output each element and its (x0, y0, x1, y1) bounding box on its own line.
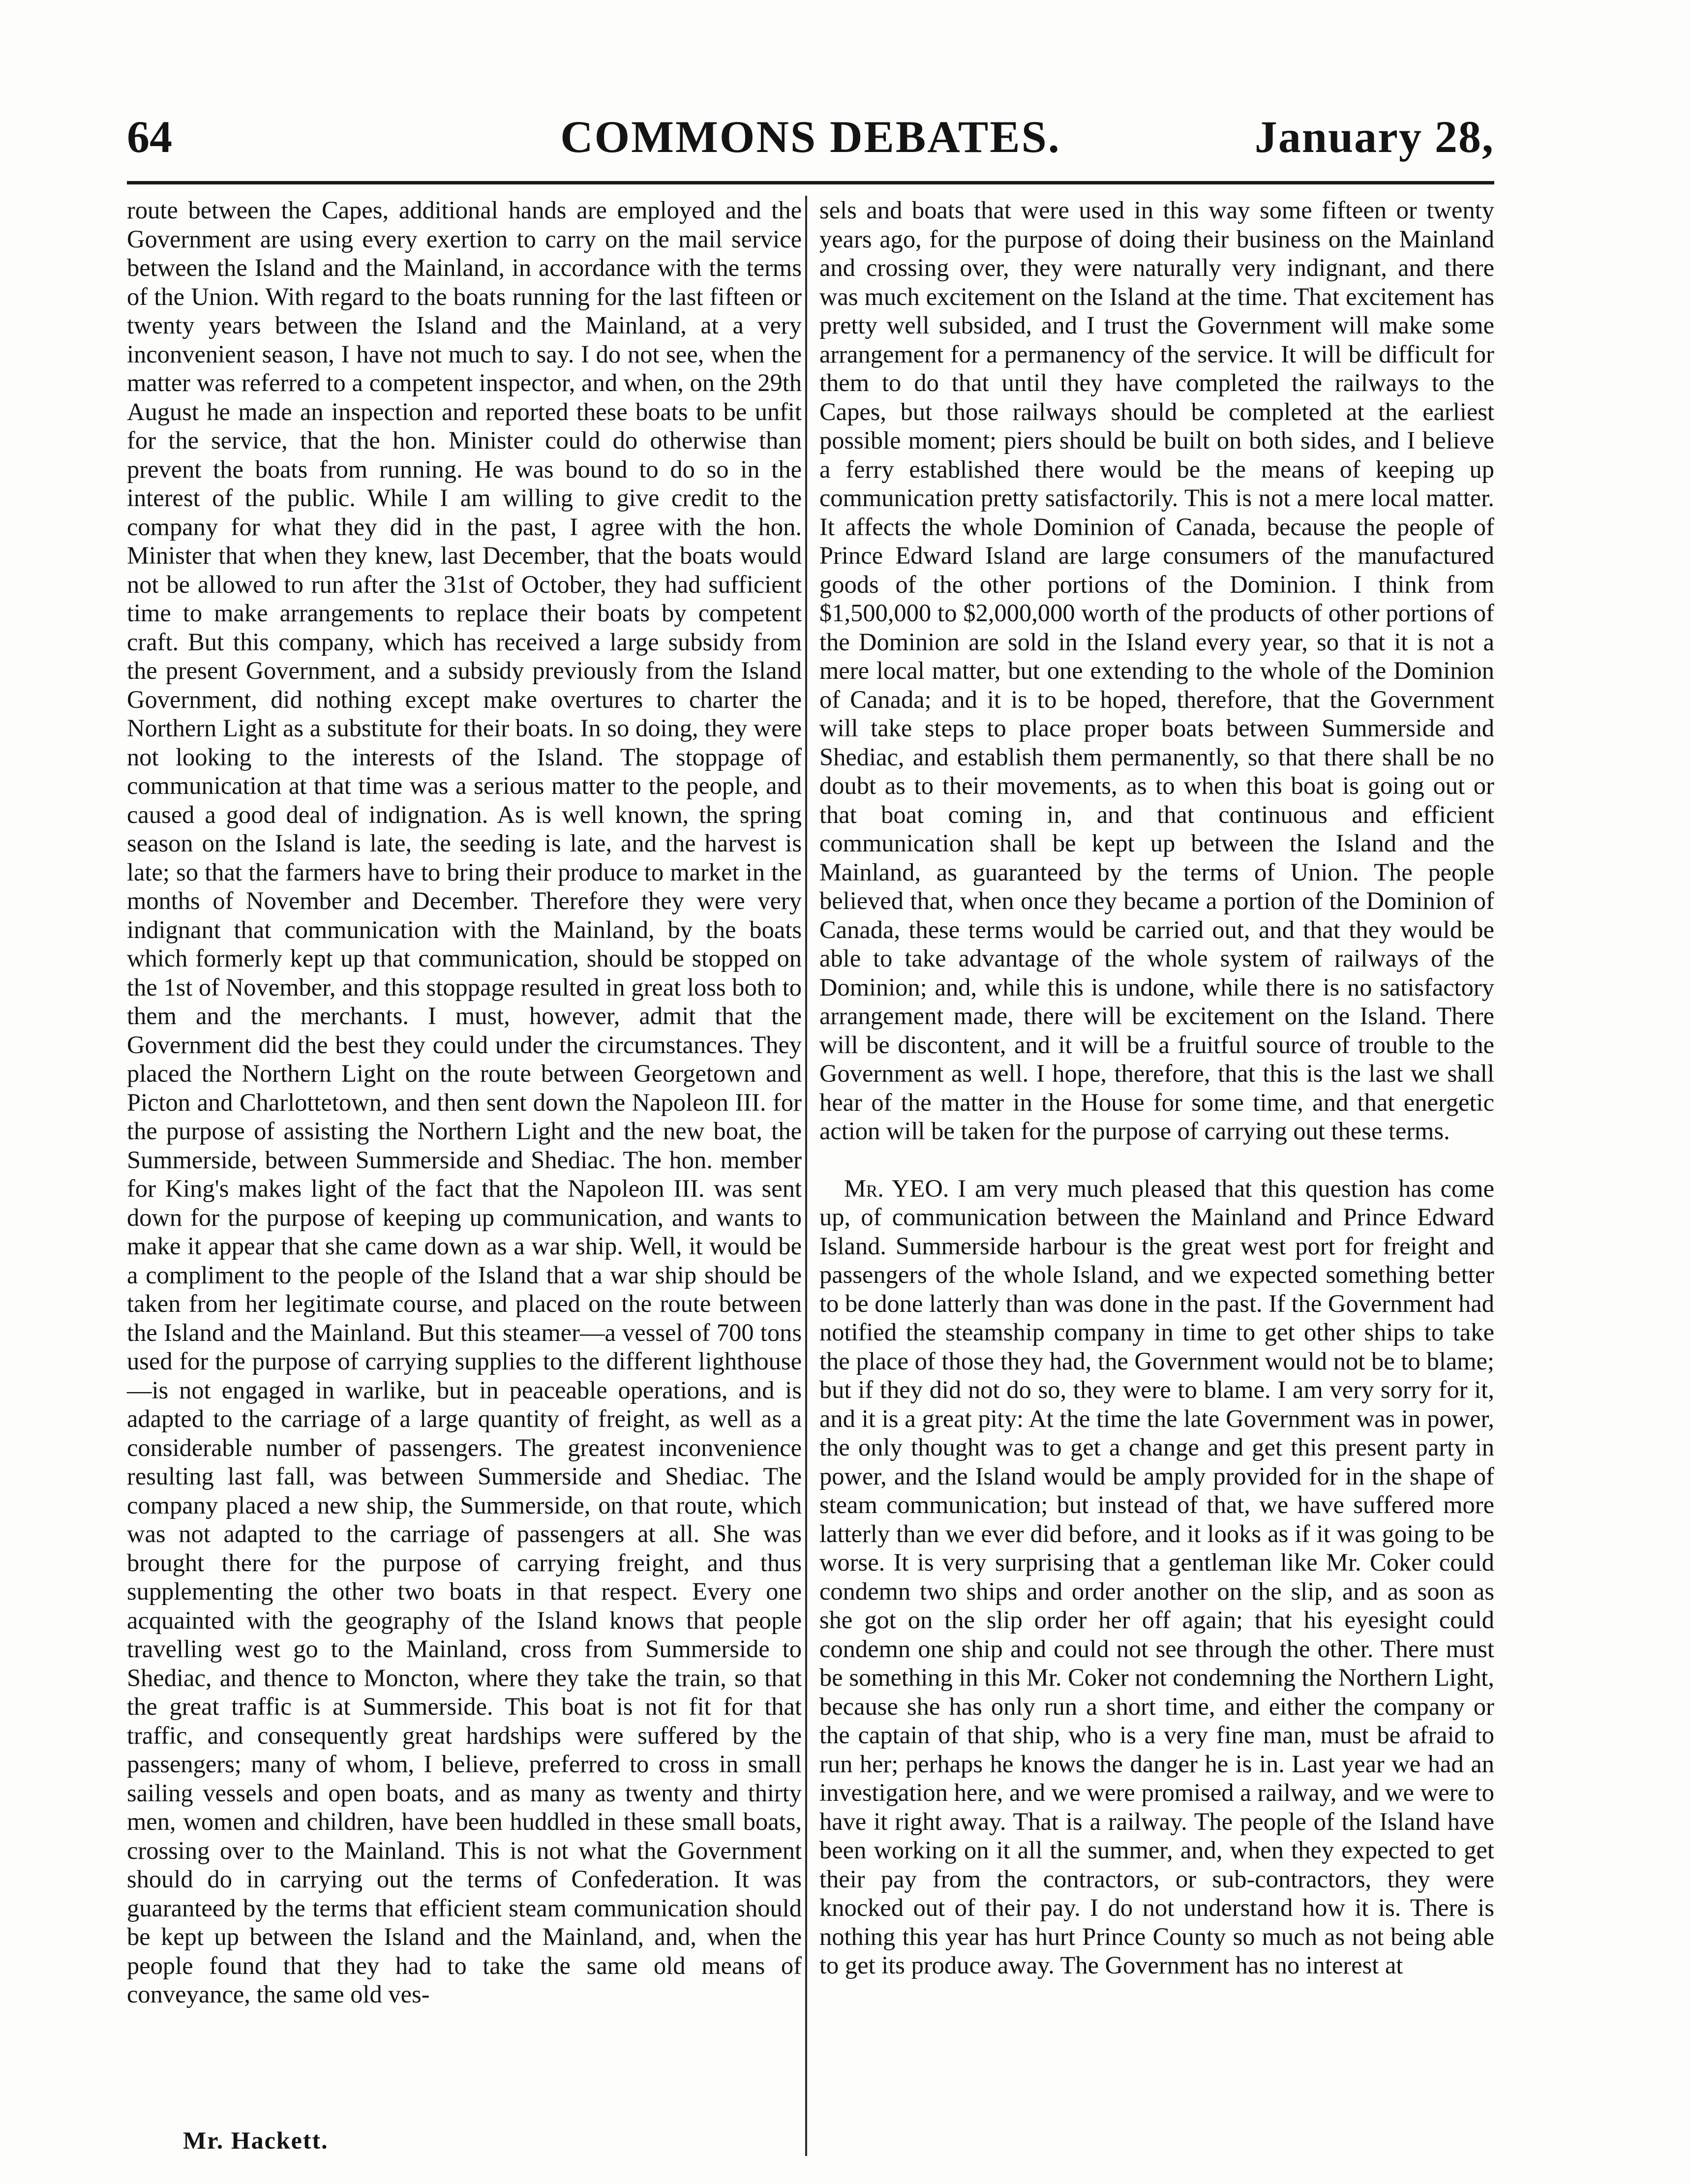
footer-speaker: Mr. Hackett. (183, 2126, 329, 2154)
page-date: January 28, (1254, 112, 1494, 162)
speech-text: I am very much pleased that this question has come up, of communication between the Mainland and Prince Edward Island. Summerside harbour is the great west port for freight and passengers of the whole Island, and we expected something better to be done latterly than was done in the past. If the Government had notified the steamship company in time to get other ships to take the place of those they had, the Government would not be to blame; but if they did not do so, they were to blame. I am very sorry for it, and it is a great pity: At the time the late Government was in power, the only thought was to get a change and get this present party in power, and the Island would be amply provided for in the shape of steam communication; but instead of that, we have suffered more latterly than we ever did before, and it looks as if it was going to be worse. It is very surprising that a gentleman like Mr. Coker could condemn two ships and order another on the slip, and as soon as she got on the slip order her off again; that his eyesight could condemn one ship and could not see through the other. There must be something in this Mr. Coker not condemning the Northern Light, because she has only run a short time, and either the company or the captain of that ship, who is a very fine man, must be afraid to run her; perhaps he knows the danger he is in. Last year we had an investigation here, and we were promised a railway, and we were to have it right away. That is a railway. The people of the Island have been working on it all the summer, and, when they expected to get their pay from the contractors, or sub-contractors, they were knocked out of their pay. I do not understand how it is. There is nothing this year has hurt Prince County so much as not being able to get its produce away. The Government has no interest at (819, 1174, 1495, 1979)
right-paragraph-2 (819, 1174, 1494, 1980)
left-column-text: route between the Capes, additional hands are employed and the Government are using every exertion to carry on the mail service between the Island and the Mainland, in accordance with the terms of the Union. With regard to the boats running for the last fifteen or twenty years between the Island and the Mainland, at a very inconvenient season, I have not much to say. I do not see, when the matter was referred to a competent inspector, and when, on the 29th August he made an inspection and reported these boats to be unfit for the service, that the hon. Minister could do otherwise than prevent the boats from running. He was bound to do so in the interest of the public. While I am willing to give credit to the company for what they did in the past, I agree with the hon. Minister that when they knew, last December, that the boats would not be allowed to run after the 31st of October, they had sufficient time to make arrangements to replace their boats by competent craft. But this company, which has received a large subsidy from the present Government, and a subsidy previously from the Island Government, did nothing except make overtures to charter the Northern Light as a substitute for their boats. In so doing, they were not looking to the interests of the Island. The stoppage of communication at that time was a serious matter to the people, and caused a good deal of indignation. As is well known, the spring season on the Island is late, the seeding is late, and the harvest is late; so that the farmers have to bring their produce to market in the months of November and December. Therefore they were very indignant that communication with the Mainland, by the boats which formerly kept up that communication, should be stopped on the 1st of November, and this stoppage resulted in great loss both to them and the merchants. I must, however, admit that the Government did the best they could under the circumstances. They placed the Northern Light on the route between Georgetown and Picton and Charlottetown, and then sent down the Napoleon III. for the purpose of assisting the Northern Light and the new boat, the Summerside, between Summerside and Shediac. The hon. member for King's makes light of the fact that the Napoleon III. was sent down for the purpose of keeping up communication, and wants to make it appear that she came down as a war ship. Well, it would be a compliment to the people of the Island that a war ship should be taken from her legitimate course, and placed on the route between the Island and the Mainland. But this steamer—a vessel of 700 tons used for the purpose of carrying supplies to the different lighthouse—is not engaged in warlike, but in peaceable operations, and is adapted to the carriage of a large quantity of freight, as well as a considerable number of passengers. The greatest inconvenience resulting last fall, was between Summerside and Shediac. The company placed a new ship, the Summerside, on that route, which was not adapted to the carriage of passengers at all. She was brought there for the purpose of carrying freight, and thus supplementing the other two boats in that respect. Every one acquainted with the geography of the Island knows that people travelling west go to the Mainland, cross from Summerside to Shediac, and thence to Moncton, where they take the train, so that the great traffic is at Summerside. This boat is not fit for that traffic, and consequently great hardships were suffered by the passengers; many of whom, I believe, preferred to cross in small sailing vessels and open boats, and as many as twenty and thirty men, women and children, have been huddled in these small boats, crossing over to the Mainland. This is not what the Government should do in carrying out the terms of Confederation. It was guaranteed by the terms that efficient steam communication should be kept up between the Island and the Mainland, and, when the people found that they had to take the same old means of conveyance, the same old ves- (127, 196, 802, 2008)
header-rule (127, 181, 1494, 184)
page-header (127, 111, 1494, 184)
speaker-name: Mr. YEO. (844, 1174, 949, 1202)
left-column (127, 196, 802, 2009)
column-divider (805, 196, 807, 2156)
right-paragraph-1: sels and boats that were used in this way some fifteen or twenty years ago, for the purpose of doing their business on the Mainland and crossing over, they were naturally very indignant, and there was much excitement on the Island at the time. That excitement has pretty well subsided, and I trust the Government will make some arrangement for a permanency of the service. It will be difficult for them to do that until they have completed the railways to the Capes, but those railways should be completed at the earliest possible moment; piers should be built on both sides, and I believe a ferry established there would be the means of keeping up communication pretty satisfactorily. This is not a mere local matter. It affects the whole Dominion of Canada, because the people of Prince Edward Island are large consumers of the manufactured goods of the other portions of the Dominion. I think from $1,500,000 to $2,000,000 worth of the products of other portions of the Dominion are sold in the Island every year, so that it is not a mere local matter, but one extending to the whole of the Dominion of Canada; and it is to be hoped, therefore, that the Government will take steps to place proper boats between Summerside and Shediac, and establish them permanently, so that there shall be no doubt as to their movements, as to when this boat is going out or that boat coming in, and that continuous and efficient communication shall be kept up between the Island and the Mainland, as guaranteed by the terms of Union. The people believed that, when once they became a portion of the Dominion of Canada, these terms would be carried out, and that they would be able to take advantage of the whole system of railways of the Dominion; and, while this is undone, while there is no satisfactory arrangement made, there will be excitement on the Island. There will be discontent, and it will be a fruitful source of trouble to the Government as well. I hope, therefore, that this is the last we shall hear of the matter in the House for some time, and that energetic action will be taken for the purpose of carrying out these terms. (819, 196, 1494, 1145)
right-column (819, 196, 1494, 1980)
publication-title: COMMONS DEBATES. (560, 112, 1061, 162)
page-number: 64 (127, 112, 172, 162)
